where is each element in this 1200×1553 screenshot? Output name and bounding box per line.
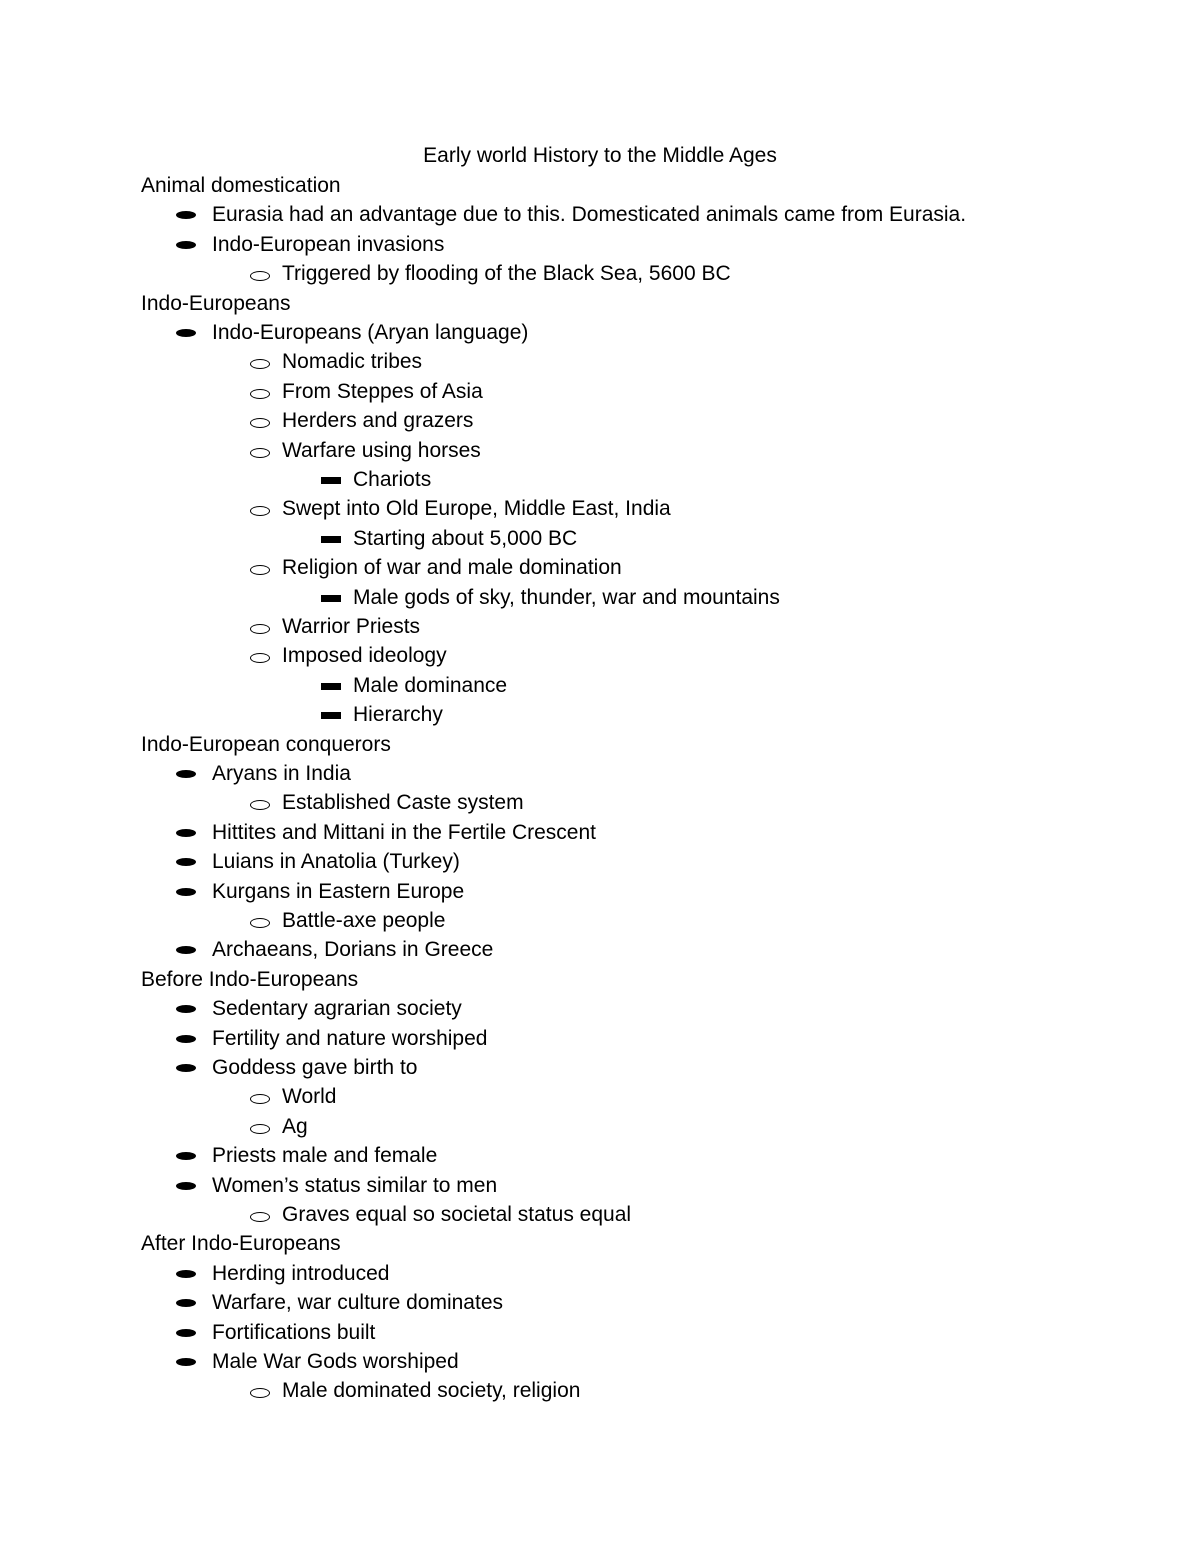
item-text: Male dominated society, religion bbox=[282, 1379, 581, 1402]
item-text: Archaeans, Dorians in Greece bbox=[212, 938, 494, 961]
bullet-dot-icon bbox=[176, 1064, 196, 1072]
bullet-item bbox=[212, 1350, 459, 1374]
sub-bullet-item bbox=[282, 1379, 580, 1403]
bullet-item bbox=[212, 1056, 417, 1080]
item-text: Fortifications built bbox=[212, 1321, 376, 1344]
section-heading: Indo-Europeans bbox=[141, 292, 291, 315]
sub-bullet-item bbox=[282, 262, 731, 286]
bullet-square-icon bbox=[321, 683, 341, 690]
item-text: Fertility and nature worshiped bbox=[212, 1027, 488, 1050]
bullet-circle-icon bbox=[250, 1094, 270, 1104]
item-text: Imposed ideology bbox=[282, 644, 447, 667]
section-heading: Indo-European conquerors bbox=[141, 733, 391, 756]
bullet-circle-icon bbox=[250, 918, 270, 928]
item-text: Nomadic tribes bbox=[282, 350, 423, 373]
bullet-item bbox=[212, 762, 351, 786]
bullet-dot-icon bbox=[176, 1270, 196, 1278]
bullet-dot-icon bbox=[176, 1005, 196, 1013]
item-text: Warfare, war culture dominates bbox=[212, 1291, 503, 1314]
bullet-circle-icon bbox=[250, 653, 270, 663]
item-text: Male gods of sky, thunder, war and mountains bbox=[353, 586, 780, 609]
bullet-dot-icon bbox=[176, 1299, 196, 1307]
item-text: Swept into Old Europe, Middle East, India bbox=[282, 497, 671, 520]
bullet-circle-icon bbox=[250, 389, 270, 399]
bullet-dot-icon bbox=[176, 858, 196, 866]
sub-bullet-item bbox=[282, 439, 481, 463]
bullet-circle-icon bbox=[250, 1124, 270, 1134]
sub-bullet-item bbox=[282, 909, 445, 933]
bullet-item bbox=[212, 1262, 389, 1286]
item-text: Eurasia had an advantage due to this. Domesticated animals came from Eurasia. bbox=[212, 203, 967, 226]
bullet-circle-icon bbox=[250, 448, 270, 458]
item-text: Graves equal so societal status equal bbox=[282, 1203, 632, 1226]
bullet-dot-icon bbox=[176, 1358, 196, 1366]
bullet-dot-icon bbox=[176, 829, 196, 837]
item-text: Religion of war and male domination bbox=[282, 556, 622, 579]
bullet-dot-icon bbox=[176, 1182, 196, 1190]
item-text: Luians in Anatolia (Turkey) bbox=[212, 850, 460, 873]
sub-bullet-item bbox=[282, 497, 671, 521]
bullet-circle-icon bbox=[250, 506, 270, 516]
bullet-item bbox=[212, 321, 528, 345]
section-heading: After Indo-Europeans bbox=[141, 1232, 341, 1255]
bullet-item bbox=[212, 850, 460, 874]
bullet-item bbox=[212, 1027, 487, 1051]
bullet-dot-icon bbox=[176, 946, 196, 954]
item-text: Warfare using horses bbox=[282, 439, 481, 462]
item-text: Indo-European invasions bbox=[212, 233, 445, 256]
sub-bullet-item bbox=[282, 615, 420, 639]
bullet-dot-icon bbox=[176, 211, 196, 219]
bullet-dot-icon bbox=[176, 1152, 196, 1160]
sub-bullet-item bbox=[282, 644, 447, 668]
item-text: Chariots bbox=[353, 468, 432, 491]
bullet-dot-icon bbox=[176, 1329, 196, 1337]
bullet-item bbox=[212, 1321, 375, 1345]
bullet-item bbox=[212, 821, 596, 845]
sub-bullet-item bbox=[282, 409, 473, 433]
sub-bullet-item bbox=[282, 380, 483, 404]
bullet-circle-icon bbox=[250, 565, 270, 575]
bullet-circle-icon bbox=[250, 624, 270, 634]
bullet-dot-icon bbox=[176, 241, 196, 249]
bullet-dot-icon bbox=[176, 329, 196, 337]
item-text: Priests male and female bbox=[212, 1144, 438, 1167]
item-text: Starting about 5,000 BC bbox=[353, 527, 578, 550]
item-text: Warrior Priests bbox=[282, 615, 421, 638]
bullet-item bbox=[212, 997, 462, 1021]
bullet-circle-icon bbox=[250, 800, 270, 810]
item-text: Hittites and Mittani in the Fertile Crescent bbox=[212, 821, 596, 844]
item-text: Kurgans in Eastern Europe bbox=[212, 880, 465, 903]
bullet-item bbox=[212, 203, 966, 227]
bullet-circle-icon bbox=[250, 418, 270, 428]
bullet-square-icon bbox=[321, 536, 341, 543]
item-text: Ag bbox=[282, 1115, 308, 1138]
item-text: Herding introduced bbox=[212, 1262, 390, 1285]
sub-sub-bullet-item bbox=[353, 527, 577, 551]
item-text: Sedentary agrarian society bbox=[212, 997, 462, 1020]
bullet-dot-icon bbox=[176, 770, 196, 778]
bullet-item bbox=[212, 880, 464, 904]
bullet-circle-icon bbox=[250, 271, 270, 281]
item-text: Male War Gods worshiped bbox=[212, 1350, 459, 1373]
sub-bullet-item bbox=[282, 791, 524, 815]
sub-bullet-item bbox=[282, 556, 622, 580]
item-text: Hierarchy bbox=[353, 703, 443, 726]
bullet-item bbox=[212, 938, 493, 962]
item-text: From Steppes of Asia bbox=[282, 380, 483, 403]
sub-bullet-item bbox=[282, 1203, 631, 1227]
section-heading: Before Indo-Europeans bbox=[141, 968, 359, 991]
bullet-item bbox=[212, 1144, 437, 1168]
bullet-item bbox=[212, 1291, 503, 1315]
sub-sub-bullet-item bbox=[353, 703, 443, 727]
sub-bullet-item bbox=[282, 350, 422, 374]
section-heading: Animal domestication bbox=[141, 174, 341, 197]
bullet-square-icon bbox=[321, 477, 341, 484]
item-text: Male dominance bbox=[353, 674, 508, 697]
item-text: Established Caste system bbox=[282, 791, 524, 814]
bullet-item bbox=[212, 1174, 497, 1198]
sub-bullet-item bbox=[282, 1115, 308, 1139]
item-text: Battle-axe people bbox=[282, 909, 446, 932]
bullet-dot-icon bbox=[176, 1035, 196, 1043]
bullet-circle-icon bbox=[250, 1212, 270, 1222]
bullet-circle-icon bbox=[250, 1388, 270, 1398]
item-text: World bbox=[282, 1085, 337, 1108]
item-text: Herders and grazers bbox=[282, 409, 474, 432]
sub-bullet-item bbox=[282, 1085, 336, 1109]
sub-sub-bullet-item bbox=[353, 586, 780, 610]
sub-sub-bullet-item bbox=[353, 674, 507, 698]
item-text: Women’s status similar to men bbox=[212, 1174, 498, 1197]
item-text: Triggered by flooding of the Black Sea, 5600 BC bbox=[282, 262, 731, 285]
item-text: Aryans in India bbox=[212, 762, 351, 785]
bullet-item bbox=[212, 233, 444, 257]
bullet-square-icon bbox=[321, 595, 341, 602]
sub-sub-bullet-item bbox=[353, 468, 431, 492]
bullet-circle-icon bbox=[250, 359, 270, 369]
document-title: Early world History to the Middle Ages bbox=[423, 144, 777, 167]
item-text: Goddess gave birth to bbox=[212, 1056, 418, 1079]
item-text: Indo-Europeans (Aryan language) bbox=[212, 321, 529, 344]
bullet-square-icon bbox=[321, 712, 341, 719]
bullet-dot-icon bbox=[176, 888, 196, 896]
